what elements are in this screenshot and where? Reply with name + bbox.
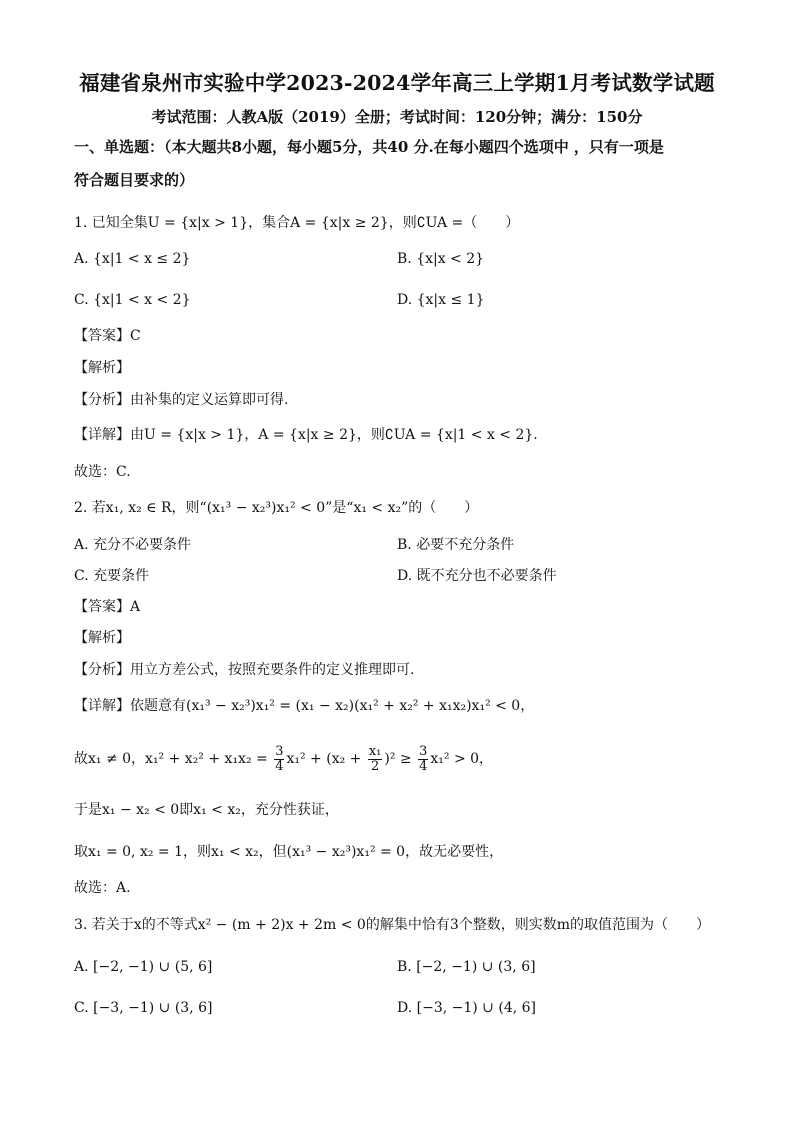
- q2-frac3-den: 4: [419, 758, 428, 774]
- q1-choose: 故选：C.: [74, 464, 131, 480]
- q1-option-d: D. {x|x ≤ 1}: [397, 292, 485, 308]
- q2-detail-line3: 于是x₁ − x₂ < 0即x₁ < x₂，充分性获证，: [74, 802, 339, 818]
- q2-stem-expr2: x₁ < x₂: [353, 500, 402, 516]
- q1-fenxi-line: [74, 390, 288, 410]
- q1-option-a: A. {x|1 < x ≤ 2}: [74, 251, 191, 267]
- q2-option-c: C. 充要条件: [74, 568, 150, 584]
- q2-line2-pre: 故x₁ ≠ 0，x₁² + x₂² + x₁x₂ =: [74, 751, 273, 767]
- q1-detail-line: [74, 425, 538, 445]
- q2-answer: A: [130, 599, 141, 615]
- q2-frac1-den: 4: [275, 758, 284, 774]
- q2-answer-tag: 【答案】: [74, 599, 130, 615]
- section-heading-line1: 一、单选题：（本大题共8小题，每小题5分，共40 分.在每小题四个选项中 ，只有一项是: [74, 138, 664, 156]
- q1-fenxi: 由补集的定义运算即可得.: [130, 392, 289, 408]
- q2-detail: 依题意有(x₁³ − x₂³)x₁² = (x₁ − x₂)(x₁² + x₂² + x₁x₂)x₁² < 0，: [130, 698, 535, 714]
- q1-analysis-tag: 【解析】: [74, 360, 130, 376]
- q2-option-a: A. 充分不必要条件: [74, 537, 192, 553]
- q2-line2-mid1: x₁² + (x₂ +: [286, 751, 366, 767]
- q2-frac3-num: 3: [419, 743, 428, 759]
- q1-stem: 1. 已知全集U = {x|x > 1}，集合A = {x|x ≥ 2}，则∁UA =（ ）: [74, 215, 520, 231]
- q3-option-d: D. [−3, −1) ∪ (4, 6]: [397, 1000, 536, 1016]
- q2-option-b: B. 必要不充分条件: [397, 537, 515, 553]
- q2-detail-line4: 取x₁ = 0, x₂ = 1，则x₁ < x₂，但(x₁³ − x₂³)x₁² = 0，故无必要性，: [74, 844, 504, 860]
- q2-detail-tag: 【详解】: [74, 698, 130, 714]
- q1-option-b: B. {x|x < 2}: [397, 251, 485, 267]
- q2-fraction-x1-half: [368, 745, 383, 774]
- q2-detail-line: [74, 696, 534, 716]
- q1-answer: C: [130, 328, 141, 344]
- q2-line2-post: x₁² > 0，: [430, 751, 494, 767]
- q2-stem-post: ”的（ ）: [401, 500, 479, 516]
- q2-frac2-num: x₁: [368, 743, 382, 759]
- q2-fenxi: 用立方差公式，按照充要条件的定义推理即可.: [130, 662, 415, 678]
- q1-detail-tag: 【详解】: [74, 427, 130, 443]
- q2-fenxi-tag: 【分析】: [74, 662, 130, 678]
- q2-fraction-three-quarters-b: [418, 745, 428, 774]
- q3-option-a: A. [−2, −1) ∪ (5, 6]: [74, 959, 213, 975]
- q1-detail: 由U = {x|x > 1}，A = {x|x ≥ 2}，则∁UA = {x|1 < x < 2}.: [130, 427, 538, 443]
- q2-line2-mid2: )² ≥: [384, 751, 417, 767]
- q2-analysis-tag: 【解析】: [74, 630, 130, 646]
- q2-stem-mid: ”是“: [325, 500, 354, 516]
- q2-option-d: D. 既不充分也不必要条件: [397, 568, 557, 584]
- exam-scope-subtitle: 考试范围：人教A版（2019）全册；考试时间：120分钟；满分：150分: [151, 108, 643, 126]
- q1-answer-line: [74, 326, 141, 346]
- q2-fenxi-line: [74, 660, 414, 680]
- q3-stem: 3. 若关于x的不等式x² − (m + 2)x + 2m < 0的解集中恰有3个整数，则实数m的取值范围为（ ）: [74, 917, 711, 933]
- page-title: 福建省泉州市实验中学2023-2024学年高三上学期1月考试数学试题: [79, 71, 715, 95]
- q2-frac2-den: 2: [370, 758, 380, 774]
- q1-option-c: C. {x|1 < x < 2}: [74, 292, 191, 308]
- q2-stem: [74, 498, 478, 518]
- q3-option-c: C. [−3, −1) ∪ (3, 6]: [74, 1000, 213, 1016]
- q1-fenxi-tag: 【分析】: [74, 392, 130, 408]
- q2-answer-line: [74, 597, 140, 617]
- q2-choose: 故选：A.: [74, 880, 131, 896]
- q2-frac1-num: 3: [275, 743, 284, 759]
- q2-stem-expr: (x₁³ − x₂³)x₁² < 0: [206, 500, 326, 516]
- q3-option-b: B. [−2, −1) ∪ (3, 6]: [397, 959, 536, 975]
- q2-detail-line2: [74, 742, 493, 776]
- q2-stem-pre: 2. 若x₁, x₂ ∈ R，则“: [74, 500, 207, 516]
- section-heading-line2: 符合题目要求的）: [74, 171, 195, 189]
- q2-fraction-three-quarters-a: [274, 745, 284, 774]
- q1-answer-tag: 【答案】: [74, 328, 130, 344]
